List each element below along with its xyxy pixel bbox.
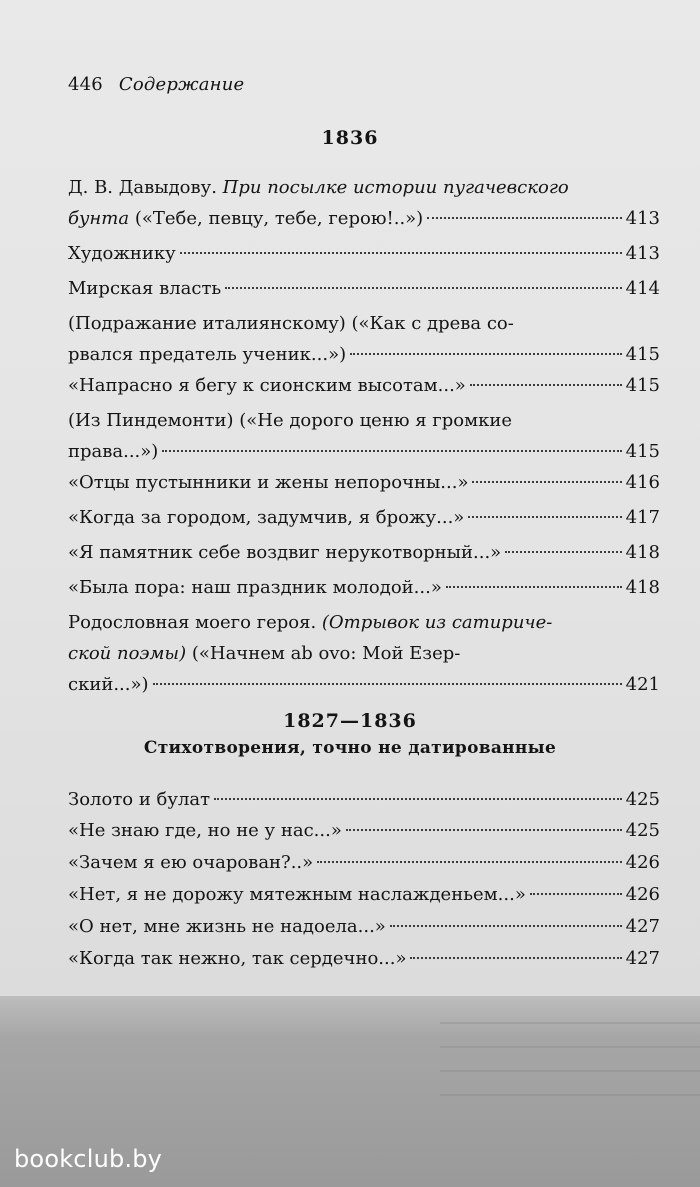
toc-entry-line: Родословная моего героя. (Отрывок из сатириче-: [68, 612, 553, 633]
toc-page-number: 415: [625, 375, 660, 396]
toc-entry: [68, 405, 660, 467]
toc-entry: [68, 537, 660, 572]
page-number: 446: [68, 74, 103, 95]
toc-page-number: 427: [625, 948, 660, 969]
toc-entry: [68, 879, 660, 911]
leader-dots: [153, 683, 622, 685]
leader-dots: [470, 384, 622, 386]
toc-entry: [68, 172, 660, 238]
section-subtitle: Стихотворения, точно не датированные: [143, 738, 557, 758]
toc-entry-text: Мирская власть: [68, 278, 222, 299]
toc-entry: [68, 238, 660, 273]
leader-dots: [390, 925, 622, 927]
toc-entry-text: «Отцы пустынники и жены непорочны...»: [68, 472, 469, 493]
toc-entry: [68, 847, 660, 879]
toc-page-number: 418: [625, 542, 660, 563]
toc-page-number: 415: [625, 344, 660, 365]
leader-dots: [180, 252, 622, 254]
toc-entry-text: «О нет, мне жизнь не надоела...»: [68, 916, 386, 937]
toc-entry-text: рвался предатель ученик...»): [68, 344, 347, 365]
toc-page-number: 427: [625, 916, 660, 937]
watermark-text: bookclub.by: [14, 1145, 163, 1173]
toc-section-1836: [68, 172, 660, 700]
toc-entry-text: «Нет, я не дорожу мятежным наслажденьем...»: [68, 884, 526, 905]
leader-dots: [225, 287, 621, 289]
toc-entry: [68, 273, 660, 308]
toc-page-number: 415: [625, 441, 660, 462]
leader-dots: [350, 353, 622, 355]
toc-entry: [68, 911, 660, 943]
toc-entry-text: «Не знаю где, но не у нас...»: [68, 820, 342, 841]
leader-dots: [410, 957, 621, 959]
toc-entry-text: «Была пора: наш праздник молодой...»: [68, 577, 442, 598]
toc-entry-text: «Зачем я ею очарован?..»: [68, 852, 314, 873]
toc-page-number: 425: [625, 820, 660, 841]
toc-entry: [68, 572, 660, 607]
running-head: [68, 74, 244, 95]
toc-page-number: 417: [625, 507, 660, 528]
toc-page-number: 418: [625, 577, 660, 598]
toc-page-number: 416: [625, 472, 660, 493]
leader-dots: [446, 586, 622, 588]
toc-entry: [68, 784, 660, 815]
section-year-1836: 1836: [321, 127, 379, 149]
toc-entry: [68, 308, 660, 370]
leader-dots: [317, 861, 621, 863]
toc-page-number: 413: [625, 243, 660, 264]
toc-entry: [68, 502, 660, 537]
toc-entry: [68, 943, 660, 975]
toc-entry-text: ский...»): [68, 674, 149, 695]
toc-page-number: 414: [625, 278, 660, 299]
toc-page-number: 426: [625, 884, 660, 905]
toc-entry-line: Д. В. Давыдову. При посылке истории пугачевского: [68, 177, 569, 198]
leader-dots: [427, 217, 621, 219]
leader-dots: [346, 829, 622, 831]
toc-entry-line: (Подражание италиянскому) («Как с древа со-: [68, 313, 514, 334]
leader-dots: [162, 450, 621, 452]
toc-entry-text: Золото и булат: [68, 789, 211, 810]
toc-entry-text: бунта («Тебе, певцу, тебе, герою!..»): [68, 208, 424, 229]
toc-entry-text: «Я памятник себе воздвиг нерукотворный...»: [68, 542, 502, 563]
toc-entry: [68, 467, 660, 502]
toc-section-1827-1836: [68, 784, 660, 975]
toc-entry-text: «Когда за городом, задумчив, я брожу...»: [68, 507, 465, 528]
toc-page-number: 425: [625, 789, 660, 810]
toc-entry: [68, 607, 660, 700]
toc-entry-text: Художнику: [68, 243, 176, 264]
section-year-1827-1836: 1827—1836: [283, 710, 417, 732]
toc-entry-line: ской поэмы) («Начнем ab ovo: Мой Езер-: [68, 643, 461, 664]
leader-dots: [505, 551, 621, 553]
leader-dots: [530, 893, 622, 895]
toc-entry-line: (Из Пиндемонти) («Не дорого ценю я громкие: [68, 410, 512, 431]
toc-entry-text: права...»): [68, 441, 159, 462]
toc-page-number: 421: [625, 674, 660, 695]
toc-entry-text: «Напрасно я бегу к сионским высотам...»: [68, 375, 466, 396]
toc-entry: [68, 815, 660, 847]
leader-dots: [468, 516, 621, 518]
toc-page-number: 426: [625, 852, 660, 873]
toc-entry-text: «Когда так нежно, так сердечно...»: [68, 948, 407, 969]
leader-dots: [214, 798, 622, 800]
toc-entry: [68, 370, 660, 405]
show-through-text: [440, 1000, 700, 1120]
running-head-title: Содержание: [118, 74, 245, 95]
leader-dots: [472, 481, 621, 483]
toc-page-number: 413: [625, 208, 660, 229]
